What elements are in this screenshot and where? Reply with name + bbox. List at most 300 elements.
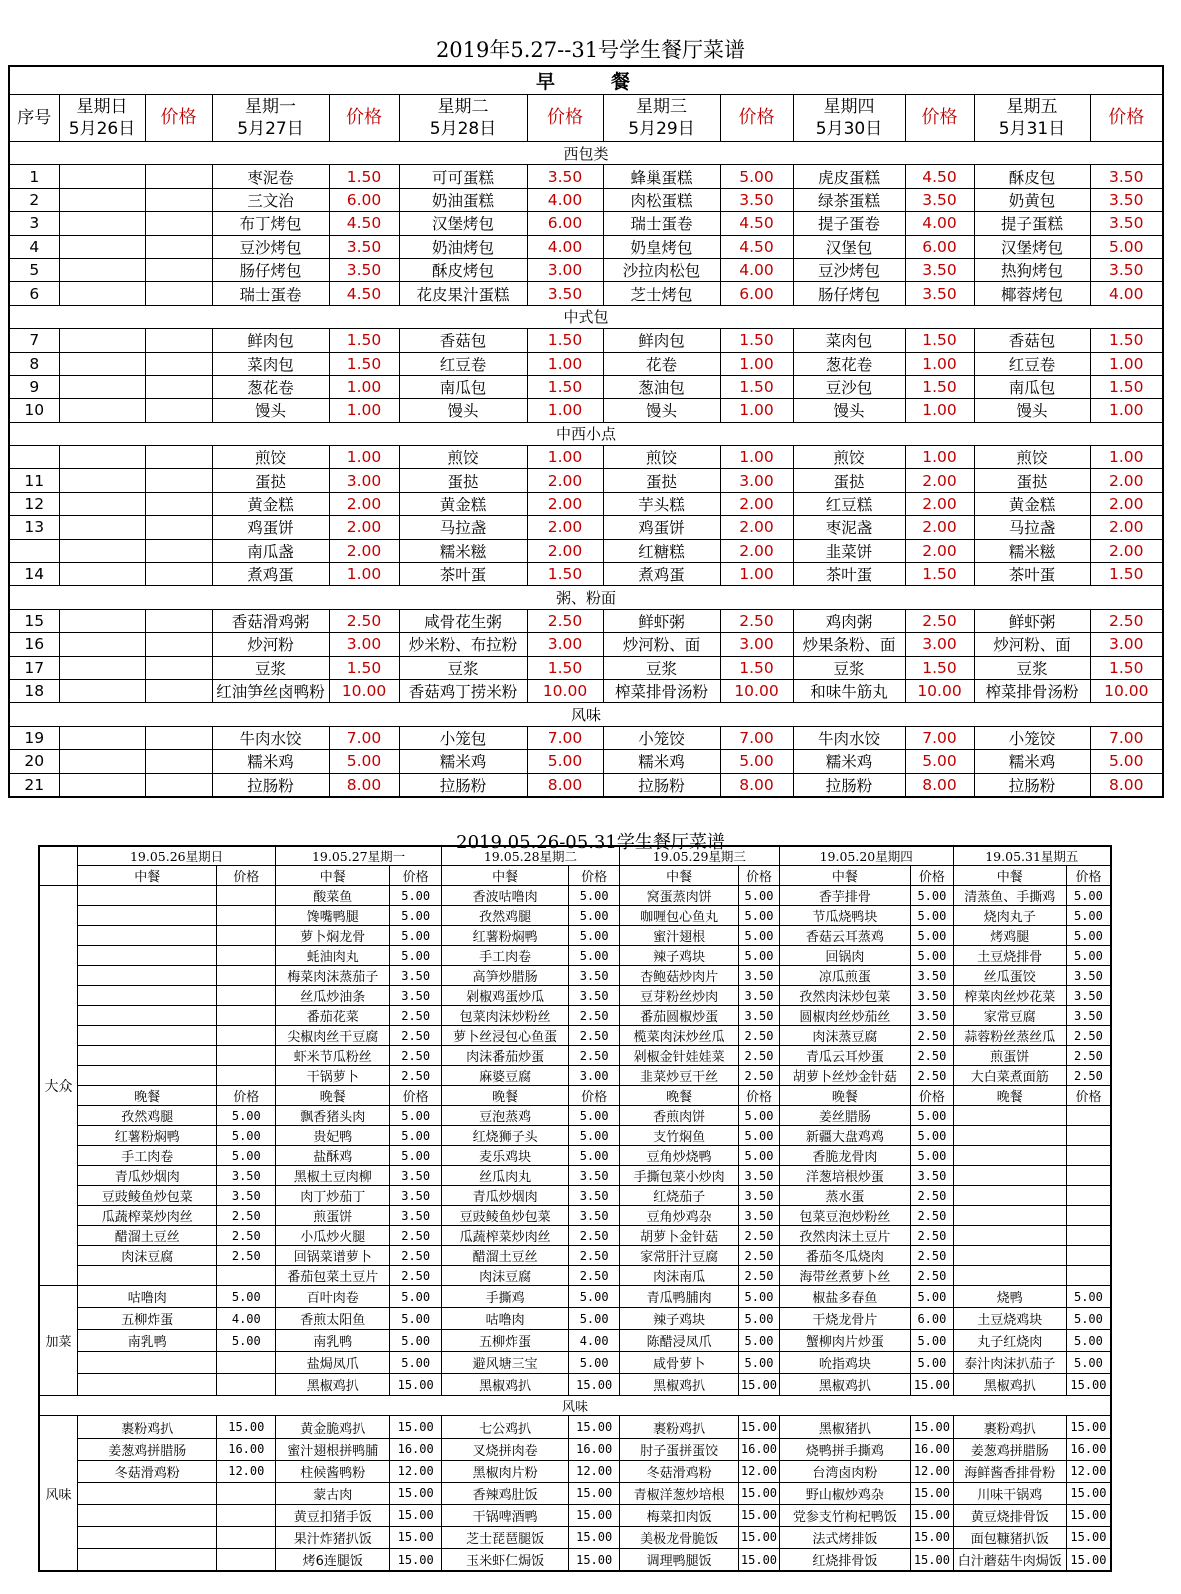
- dish-price: 5.00: [390, 906, 442, 926]
- dish-name: 糯米鸡: [399, 750, 527, 773]
- dish-price: 3.00: [329, 633, 399, 656]
- dish-price: 1.50: [527, 329, 603, 352]
- day-header: [974, 95, 1090, 142]
- dish-name: 豆角炒鸡杂: [619, 1206, 738, 1226]
- dinner-label: 晚餐: [619, 1086, 738, 1106]
- dish-name: 榨菜排骨汤粉: [603, 679, 720, 702]
- section-row: [39, 1396, 1111, 1416]
- dish-price: 2.00: [329, 516, 399, 539]
- dish-name: 手撕包菜小炒肉: [619, 1166, 738, 1186]
- dish-name: 家常肝汁豆腐: [619, 1246, 738, 1266]
- dish-name: 红油笋丝卤鸭粉: [212, 679, 329, 702]
- dish-price: 2.00: [1090, 469, 1163, 492]
- table-row: [39, 1246, 1111, 1266]
- dish-name: 裹粉鸡扒: [953, 1416, 1066, 1438]
- dish-price: 1.50: [720, 656, 793, 679]
- dish-name: 蛋挞: [399, 469, 527, 492]
- dinner-label: 晚餐: [779, 1086, 910, 1106]
- dish-price: 3.50: [911, 966, 953, 986]
- sunday-price: [145, 375, 212, 398]
- dish-name: 辣子鸡块: [619, 946, 738, 966]
- sunday-price: [145, 352, 212, 375]
- sunday-price: [145, 188, 212, 211]
- dish-price: 7.00: [527, 726, 603, 749]
- dish-price: [1066, 1186, 1111, 1206]
- dish-name: 南瓜包: [974, 375, 1090, 398]
- dish-price: 5.00: [911, 946, 953, 966]
- dish-name: 鸡蛋饼: [603, 516, 720, 539]
- dish-name: 节瓜烧鸭块: [779, 906, 910, 926]
- lunch-label: 中餐: [619, 866, 738, 886]
- day-date: 5月29日: [628, 119, 695, 139]
- dish-price: 5.00: [1090, 235, 1163, 258]
- dish-name: [77, 966, 217, 986]
- dish-name: [77, 1006, 217, 1026]
- dish-name: 虎皮蛋糕: [793, 165, 905, 188]
- table-row: [9, 352, 1163, 375]
- dish-name: 青椒洋葱炒培根: [619, 1482, 738, 1504]
- price-header: 价格: [905, 95, 974, 142]
- table-row: [39, 1206, 1111, 1226]
- dish-price: 3.00: [720, 469, 793, 492]
- sunday-item: [59, 773, 145, 797]
- dish-name: 沙拉肉松包: [603, 258, 720, 281]
- dish-price: 2.50: [569, 1246, 620, 1266]
- seq-cell: 8: [9, 352, 59, 375]
- dish-price: 1.00: [1090, 352, 1163, 375]
- table-row: [9, 212, 1163, 235]
- dish-name: 叉烧拼肉卷: [441, 1438, 568, 1460]
- dish-name: 烤鸡腿: [953, 926, 1066, 946]
- dish-price: 5.00: [390, 1286, 442, 1308]
- dish-price: 5.00: [569, 906, 620, 926]
- dish-price: 8.00: [329, 773, 399, 797]
- table-row: [39, 1006, 1111, 1026]
- table-row: [9, 656, 1163, 679]
- dish-price: 12.00: [217, 1460, 276, 1482]
- dish-name: [953, 1266, 1066, 1286]
- sunday-item: [59, 750, 145, 773]
- dish-price: 3.50: [217, 1166, 276, 1186]
- dish-price: [1066, 1226, 1111, 1246]
- dish-price: 5.00: [569, 1106, 620, 1126]
- dish-price: 1.00: [527, 352, 603, 375]
- dish-name: 肉沫豆腐: [77, 1246, 217, 1266]
- dish-name: 盐酥鸡: [276, 1146, 390, 1166]
- sunday-item: [59, 609, 145, 632]
- dish-price: 5.00: [217, 1286, 276, 1308]
- dish-name: 五柳炸蛋: [77, 1308, 217, 1330]
- dish-name: 七公鸡扒: [441, 1416, 568, 1438]
- dish-name: 糯米糍: [974, 539, 1090, 562]
- dish-price: 15.00: [739, 1526, 779, 1548]
- dish-name: 咖喱包心鱼丸: [619, 906, 738, 926]
- dish-name: 肉沫南瓜: [619, 1266, 738, 1286]
- dish-name: [77, 1374, 217, 1396]
- dish-name: 鸡蛋饼: [212, 516, 329, 539]
- dish-name: [77, 886, 217, 906]
- dish-price: 5.00: [911, 1352, 953, 1374]
- sunday-item: [59, 352, 145, 375]
- dish-name: 干锅啤酒鸭: [441, 1504, 568, 1526]
- dish-name: 蛋挞: [212, 469, 329, 492]
- sunday-price: [145, 539, 212, 562]
- dish-price: 5.00: [569, 1308, 620, 1330]
- dish-price: 2.50: [739, 1246, 779, 1266]
- dish-price: 15.00: [1066, 1504, 1111, 1526]
- dish-price: 15.00: [911, 1504, 953, 1526]
- dish-name: 黑椒鸡扒: [953, 1374, 1066, 1396]
- dish-name: 黑椒鸡扒: [779, 1374, 910, 1396]
- dish-name: 盐焗凤爪: [276, 1352, 390, 1374]
- dish-price: 2.00: [527, 492, 603, 515]
- section-row: [9, 586, 1163, 609]
- dish-price: 3.50: [739, 1006, 779, 1026]
- dish-name: 瓜蔬榨菜炒肉丝: [441, 1226, 568, 1246]
- sunday-price: [145, 679, 212, 702]
- dish-price: 1.00: [329, 446, 399, 469]
- dish-name: 丝瓜炒油条: [276, 986, 390, 1006]
- dish-price: 3.50: [329, 235, 399, 258]
- dish-price: 5.00: [739, 1126, 779, 1146]
- dish-name: 高笋炒腊肠: [441, 966, 568, 986]
- dish-name: 辣子鸡块: [619, 1308, 738, 1330]
- dish-price: 2.50: [390, 1266, 442, 1286]
- dish-price: 3.00: [527, 633, 603, 656]
- dish-price: 1.00: [905, 352, 974, 375]
- dish-name: 绿茶蛋糕: [793, 188, 905, 211]
- dish-price: 5.00: [217, 1126, 276, 1146]
- dish-price: 5.00: [1066, 1308, 1111, 1330]
- price-header: 价格: [1090, 95, 1163, 142]
- dish-price: 2.50: [1066, 1026, 1111, 1046]
- table-row: [39, 906, 1111, 926]
- price-label: 价格: [217, 1086, 276, 1106]
- dish-name: 牛肉水饺: [212, 726, 329, 749]
- table-row: [39, 1460, 1111, 1482]
- dish-price: 3.50: [390, 1206, 442, 1226]
- lunch-label: 中餐: [77, 866, 217, 886]
- day-name: 星期三: [636, 97, 687, 117]
- dish-price: 2.50: [911, 1046, 953, 1066]
- dish-name: 黄金糕: [399, 492, 527, 515]
- dish-name: 野山椒炒鸡杂: [779, 1482, 910, 1504]
- group-dazhong: 大众: [39, 886, 77, 1286]
- dish-price: 3.50: [1090, 212, 1163, 235]
- dish-name: 酥皮包: [974, 165, 1090, 188]
- dish-name: [77, 1549, 217, 1572]
- sunday-price: [145, 516, 212, 539]
- dish-name: [953, 1246, 1066, 1266]
- dish-name: 五柳炸蛋: [441, 1330, 568, 1352]
- dinner-label: 晚餐: [953, 1086, 1066, 1106]
- seq-cell: 11: [9, 469, 59, 492]
- sunday-price: [145, 329, 212, 352]
- table-row: [39, 1286, 1111, 1308]
- table-row: [9, 399, 1163, 422]
- dish-price: 1.50: [1090, 375, 1163, 398]
- dish-name: 新疆大盘鸡鸡: [779, 1126, 910, 1146]
- dish-price: 1.50: [720, 375, 793, 398]
- table-row: [39, 1374, 1111, 1396]
- dish-price: 5.00: [1066, 946, 1111, 966]
- dish-name: 肉沫豆腐: [441, 1266, 568, 1286]
- dish-price: 1.50: [905, 563, 974, 586]
- dish-name: 枣泥卷: [212, 165, 329, 188]
- dish-price: 6.00: [527, 212, 603, 235]
- table-row: [39, 1308, 1111, 1330]
- dish-price: 1.00: [905, 399, 974, 422]
- dish-name: 番茄冬瓜烧肉: [779, 1246, 910, 1266]
- dish-price: 10.00: [1090, 679, 1163, 702]
- seq-cell: 15: [9, 609, 59, 632]
- dish-name: 烧鸭拼手撕鸡: [779, 1438, 910, 1460]
- dish-price: 2.50: [720, 609, 793, 632]
- dish-name: 鲜虾粥: [603, 609, 720, 632]
- dish-price: [217, 966, 276, 986]
- dish-name: 酸菜鱼: [276, 886, 390, 906]
- dish-name: 红薯粉焖鸭: [77, 1126, 217, 1146]
- dish-name: 调理鸭腿饭: [619, 1549, 738, 1572]
- dish-name: 黄金糕: [212, 492, 329, 515]
- dish-price: 15.00: [390, 1549, 442, 1572]
- dish-price: 4.00: [1090, 282, 1163, 305]
- dish-name: 芋头糕: [603, 492, 720, 515]
- sunday-price: [145, 609, 212, 632]
- dish-price: 5.00: [739, 926, 779, 946]
- dish-name: 烧鸭: [953, 1286, 1066, 1308]
- day-header: [793, 95, 905, 142]
- dish-price: 5.00: [739, 1286, 779, 1308]
- dish-price: 15.00: [911, 1526, 953, 1548]
- dish-price: [217, 1352, 276, 1374]
- dish-name: 香菇包: [974, 329, 1090, 352]
- dish-name: 玉米虾仁焗饭: [441, 1549, 568, 1572]
- table-row: [39, 986, 1111, 1006]
- dish-price: 3.50: [569, 1186, 620, 1206]
- dish-price: 3.50: [390, 986, 442, 1006]
- price-label: 价格: [1066, 866, 1111, 886]
- dish-price: 2.50: [911, 1186, 953, 1206]
- dish-name: 榨菜排骨汤粉: [974, 679, 1090, 702]
- table-row: [39, 1046, 1111, 1066]
- dish-price: 2.00: [905, 469, 974, 492]
- dish-name: 香脆龙骨肉: [779, 1146, 910, 1166]
- sunday-price: [145, 399, 212, 422]
- dish-price: 15.00: [1066, 1374, 1111, 1396]
- dish-name: 包菜豆泡炒粉丝: [779, 1206, 910, 1226]
- dish-name: [953, 1146, 1066, 1166]
- dish-name: 凉瓜煎蛋: [779, 966, 910, 986]
- dish-price: 3.50: [1066, 986, 1111, 1006]
- table-row: [9, 375, 1163, 398]
- dish-name: 蛋挞: [974, 469, 1090, 492]
- dish-price: 5.00: [569, 1126, 620, 1146]
- dish-name: [77, 1046, 217, 1066]
- dish-name: 咸骨萝卜: [619, 1352, 738, 1374]
- dish-price: 7.00: [720, 726, 793, 749]
- corner-cell: [39, 846, 77, 886]
- dish-name: 花卷: [603, 352, 720, 375]
- dish-price: 3.50: [390, 966, 442, 986]
- dish-price: 3.50: [1090, 258, 1163, 281]
- dish-price: 6.00: [905, 235, 974, 258]
- dish-price: 7.00: [329, 726, 399, 749]
- sunday-item: [59, 235, 145, 258]
- dish-price: 5.00: [569, 946, 620, 966]
- dish-price: 15.00: [217, 1416, 276, 1438]
- lunch-dinner-menu-table: [38, 845, 1112, 1572]
- dish-price: 5.00: [390, 926, 442, 946]
- price-label: 价格: [390, 1086, 442, 1106]
- section-label: 中西小点: [9, 422, 1163, 445]
- dish-name: 孜然鸡腿: [77, 1106, 217, 1126]
- dish-name: 海鲜酱香排骨粉: [953, 1460, 1066, 1482]
- seq-cell: 14: [9, 563, 59, 586]
- dish-name: 奶皇烤包: [603, 235, 720, 258]
- dish-name: 香芋排骨: [779, 886, 910, 906]
- dish-price: [217, 886, 276, 906]
- sunday-item: [59, 165, 145, 188]
- seq-cell: [9, 446, 59, 469]
- dish-name: 拉肠粉: [603, 773, 720, 797]
- dish-name: 肉松蛋糕: [603, 188, 720, 211]
- table-row: [39, 1549, 1111, 1572]
- dish-name: 和味牛筋丸: [793, 679, 905, 702]
- dish-name: 梅菜扣肉饭: [619, 1504, 738, 1526]
- dish-price: 3.50: [911, 1006, 953, 1026]
- dish-price: 1.50: [905, 329, 974, 352]
- dish-price: 1.50: [329, 165, 399, 188]
- dish-name: 布丁烤包: [212, 212, 329, 235]
- dish-price: 2.50: [569, 1006, 620, 1026]
- lunch-title: 2019.05.26-05.31学生餐厅菜谱: [456, 832, 725, 853]
- section-row: [9, 703, 1163, 726]
- price-label: 价格: [217, 866, 276, 886]
- dish-price: 3.50: [390, 1166, 442, 1186]
- dish-price: 2.50: [911, 1266, 953, 1286]
- table-row: [39, 1266, 1111, 1286]
- dish-price: 15.00: [911, 1416, 953, 1438]
- seq-cell: 4: [9, 235, 59, 258]
- dish-price: 4.50: [329, 282, 399, 305]
- dish-name: 南乳鸭: [276, 1330, 390, 1352]
- dish-price: 3.50: [739, 966, 779, 986]
- dish-name: 萝卜丝浸包心鱼蛋: [441, 1026, 568, 1046]
- dish-price: 2.50: [1066, 1066, 1111, 1086]
- dish-price: 15.00: [569, 1504, 620, 1526]
- sunday-price: [145, 469, 212, 492]
- dish-name: 干烧龙骨片: [779, 1308, 910, 1330]
- dish-price: 15.00: [390, 1374, 442, 1396]
- dish-price: 1.00: [329, 399, 399, 422]
- dish-name: 姜丝腊肠: [779, 1106, 910, 1126]
- dish-price: 2.50: [390, 1026, 442, 1046]
- dish-name: 党参支竹枸杞鸭饭: [779, 1504, 910, 1526]
- dish-price: [1066, 1166, 1111, 1186]
- dish-name: 豆角炒烧鸭: [619, 1146, 738, 1166]
- dish-price: 3.50: [1066, 1006, 1111, 1026]
- price-label: 价格: [911, 1086, 953, 1106]
- dish-price: 1.00: [1090, 399, 1163, 422]
- dish-price: 5.00: [739, 1308, 779, 1330]
- table-row: [9, 750, 1163, 773]
- dish-name: [77, 1526, 217, 1548]
- dish-name: 胡萝卜金针菇: [619, 1226, 738, 1246]
- price-label: 价格: [569, 866, 620, 886]
- seq-cell: 18: [9, 679, 59, 702]
- dish-price: 5.00: [390, 1330, 442, 1352]
- dish-name: 红豆糕: [793, 492, 905, 515]
- price-label: 价格: [911, 866, 953, 886]
- dish-price: 1.50: [329, 656, 399, 679]
- dish-name: 黑椒鸡扒: [441, 1374, 568, 1396]
- dish-name: 孜然肉沫土豆片: [779, 1226, 910, 1246]
- dish-price: 15.00: [390, 1526, 442, 1548]
- sunday-item: [59, 656, 145, 679]
- dish-price: 4.50: [329, 212, 399, 235]
- dish-price: 1.00: [720, 399, 793, 422]
- table-row: [39, 1352, 1111, 1374]
- sunday-item: [59, 188, 145, 211]
- dish-price: 16.00: [569, 1438, 620, 1460]
- dish-price: 2.50: [527, 609, 603, 632]
- dish-price: 7.00: [905, 726, 974, 749]
- dish-price: 5.00: [569, 1146, 620, 1166]
- dish-price: 10.00: [527, 679, 603, 702]
- dish-name: 黑椒肉片粉: [441, 1460, 568, 1482]
- dish-price: 2.00: [1090, 492, 1163, 515]
- dish-price: 5.00: [911, 1330, 953, 1352]
- dish-name: 芝士琵琶腿饭: [441, 1526, 568, 1548]
- dish-name: 芝士烤包: [603, 282, 720, 305]
- dish-name: 酥皮烤包: [399, 258, 527, 281]
- dish-price: 2.00: [527, 516, 603, 539]
- dish-name: 炒米粉、布拉粉: [399, 633, 527, 656]
- dish-price: 5.00: [1066, 1352, 1111, 1374]
- dish-price: 1.00: [720, 352, 793, 375]
- dish-name: 豆豉鲮鱼炒包菜: [441, 1206, 568, 1226]
- dish-price: 2.00: [905, 539, 974, 562]
- table-row: [39, 926, 1111, 946]
- dish-name: 面包糠猪扒饭: [953, 1526, 1066, 1548]
- dish-name: 白汁蘑菇牛肉焗饭: [953, 1549, 1066, 1572]
- dish-name: 拉肠粉: [399, 773, 527, 797]
- dish-name: 麻婆豆腐: [441, 1066, 568, 1086]
- dish-price: 2.00: [1090, 539, 1163, 562]
- dish-price: 3.50: [911, 1166, 953, 1186]
- dish-price: 2.50: [739, 1046, 779, 1066]
- dish-name: 茶叶蛋: [974, 563, 1090, 586]
- sunday-item: [59, 399, 145, 422]
- dish-price: 3.50: [569, 1206, 620, 1226]
- dish-price: 3.50: [905, 282, 974, 305]
- sunday-item: [59, 539, 145, 562]
- lunch-label: 中餐: [779, 866, 910, 886]
- dish-price: 5.00: [905, 750, 974, 773]
- dish-price: 16.00: [1066, 1438, 1111, 1460]
- dish-price: 4.50: [905, 165, 974, 188]
- dish-price: [1066, 1126, 1111, 1146]
- table-row: [9, 492, 1163, 515]
- dish-name: 瓜蔬榨菜炒肉丝: [77, 1206, 217, 1226]
- sunday-price: [145, 258, 212, 281]
- dish-price: 2.50: [739, 1266, 779, 1286]
- dish-name: 煎饺: [793, 446, 905, 469]
- table-row: [39, 1526, 1111, 1548]
- dish-price: 1.50: [329, 329, 399, 352]
- dish-name: 豆芽粉丝炒肉: [619, 986, 738, 1006]
